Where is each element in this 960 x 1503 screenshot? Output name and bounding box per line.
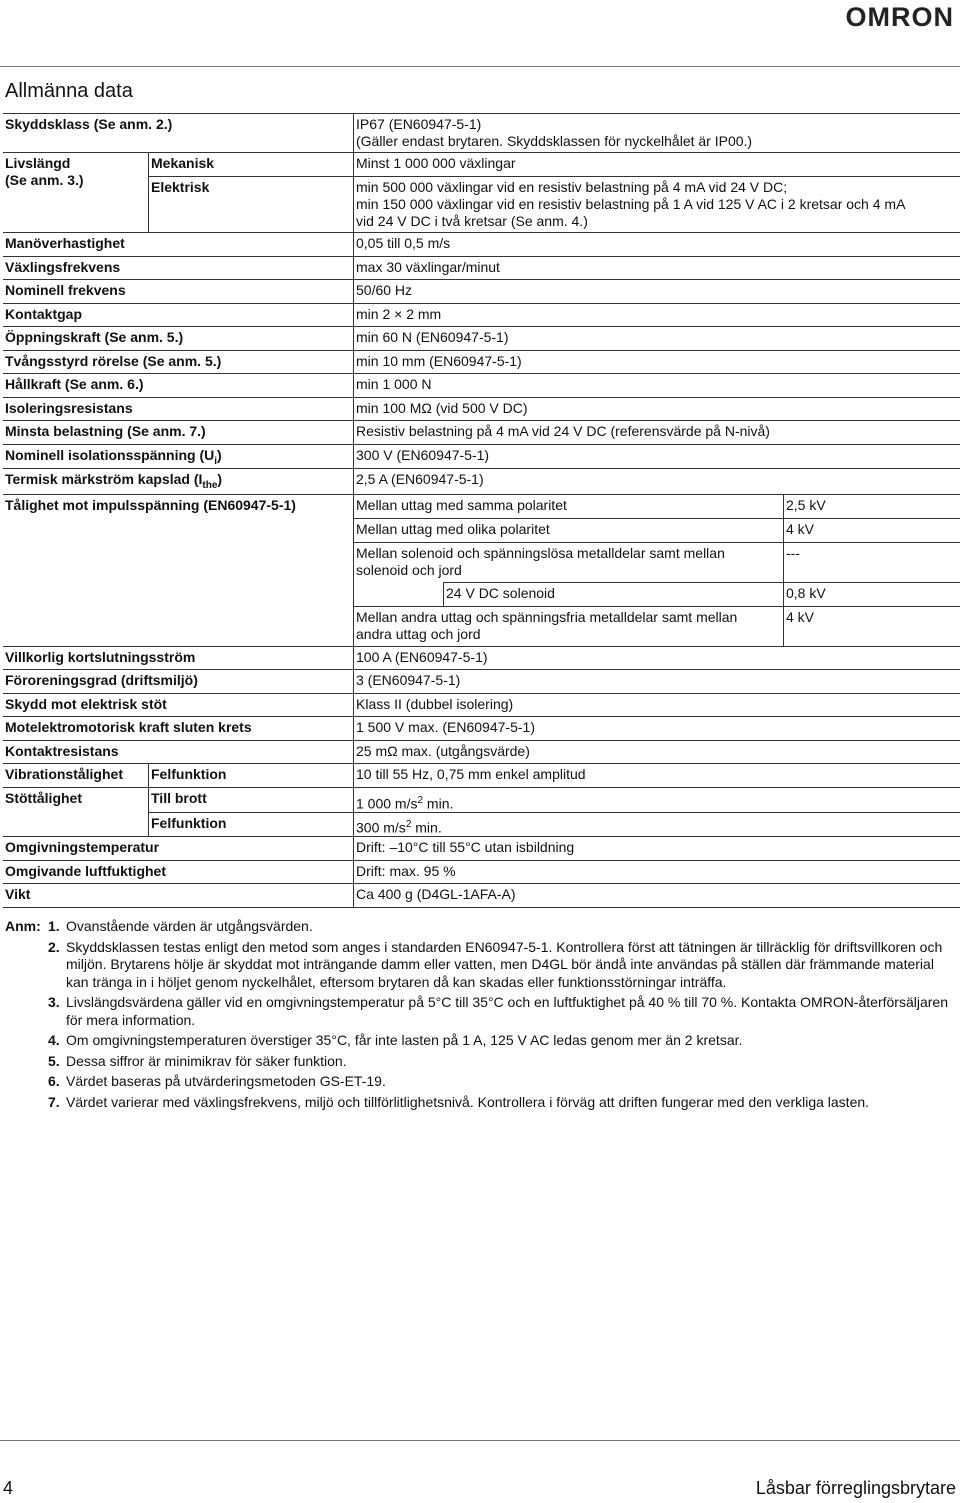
value-tvangsstyrd: min 10 mm (EN60947-5-1) [356,353,522,369]
value-kontaktres: 25 mΩ max. (utgångsvärde) [356,743,530,759]
label-manover: Manöverhastighet [5,235,125,251]
value-termisk: 2,5 A (EN60947-5-1) [356,471,484,487]
notes [5,918,960,1114]
row-oppningskraft [3,326,960,350]
kv-impuls-r2: 4 kV [786,521,815,537]
note-6: 6. Värdet baseras på utvärderingsmetoden GS-ET-19. [48,1073,386,1089]
sublabel-elektrisk: Elektrisk [151,179,210,195]
value-impuls-r2: Mellan uttag med olika polaritet [356,521,550,537]
note-5: 5. Dessa siffror är minimikrav för säker funktion. [48,1052,347,1069]
label-vaxling: Växlingsfrekvens [5,259,121,275]
omron-logo: OMRON [845,2,954,32]
header-divider [0,66,960,67]
row-nominell-frekvens [3,279,960,303]
value-motelektro: 1 500 V max. (EN60947-5-1) [356,719,535,735]
note-1: Anm: 1. Ovanstående värden är utgångsvärden. [5,918,313,934]
value-impuls-r3b: 24 V DC solenoid [446,585,555,601]
note-3: 3. Livslängdsvärdena gäller vid en omgivningstemperatur på 5°C till 35°C och en luftfuktighet på 40 % till 70 %. Kontakta OMRON-återförsäljaren för mera information. [48,994,948,1028]
kv-impuls-r4: 4 kV [786,609,815,625]
label-kortslutning: Villkorlig kortslutningsström [5,649,196,665]
label-nominell-frekvens: Nominell frekvens [5,282,126,298]
row-kontaktres [3,740,960,763]
label-livslangd: Livslängd (Se anm. 3.) [5,155,84,188]
label-isolationsspanning: Nominell isolationsspänning $(U_i)$ [5,447,222,467]
note-7: 7. Värdet varierar med växlingsfrekvens, miljö och tillförlitlighetsnivå. Kontrollera i förväg att driften fungerar med den verkliga lasten. [48,1093,870,1110]
sublabel-vibration: Felfunktion [151,766,227,782]
value-impuls-r4: Mellan andra uttag och spänningsfria metalldelar samt mellan andra uttag och jord [356,609,738,642]
sublabel-felfunktion: Felfunktion [151,815,227,831]
row-hallkraft [3,373,960,397]
document-title: Låsbar förreglingsbrytare [755,1478,956,1498]
label-isolering: Isoleringsresistans [5,400,133,416]
label-vikt: Vikt [5,886,31,902]
row-motelektro [3,716,960,740]
label-hallkraft: Hållkraft (Se anm. 6.) [5,376,144,392]
value-till-brott: 1 000 $m/s^2$ min. [356,795,454,812]
value-manover: 0,05 till 0,5 m/s [356,235,451,251]
value-skydd: Klass II (dubbel isolering) [356,696,514,712]
value-fororening: 3 (EN60947-5-1) [356,672,461,688]
note-4: 4. Om omgivningstemperaturen överstiger 35°C, får inte lasten på 1 A, 125 V AC ledas genom mer än 2 kretsar. [48,1032,743,1048]
value-skyddsklass: IP67 (EN60947-5-1) (Gäller endast brytaren. Skyddsklassen för nyckelhålet är IP00.) [356,116,753,149]
footer-divider [0,1440,960,1441]
label-kontaktres: Kontaktresistans [5,743,119,759]
row-omgtemp [3,836,960,860]
page-number: 4 [3,1478,14,1498]
label-skydd: Skydd mot elektrisk stöt [5,696,167,712]
row-termisk [3,468,960,494]
value-impuls-r1: Mellan uttag med samma polaritet [356,497,567,513]
value-oppningskraft: min 60 N (EN60947-5-1) [356,329,509,345]
sublabel-till-brott: Till brott [151,790,207,806]
row-skyddsklass [3,113,960,152]
label-motelektro: Motelektromotorisk kraft sluten krets [5,719,252,735]
kv-impuls-r3b: 0,8 kV [786,585,826,601]
row-livslangd [3,152,960,232]
spec-table [3,113,960,908]
value-luftfukt: Drift: max. 95 % [356,863,456,879]
value-vibration: 10 till 55 Hz, 0,75 mm enkel amplitud [356,766,586,782]
section-title: Allmänna data [5,80,133,102]
label-tvangsstyrd: Tvångsstyrd rörelse (Se anm. 5.) [5,353,222,369]
value-kontaktgap: min 2 × 2 mm [356,306,442,322]
row-luftfukt [3,860,960,883]
row-manover [3,232,960,256]
value-minsta: Resistiv belastning på 4 mA vid 24 V DC (referensvärde på N-nivå) [356,423,770,439]
value-hallkraft: min 1 000 N [356,376,432,392]
label-skyddsklass: Skyddsklass (Se anm. 2.) [5,116,173,132]
value-omgtemp: Drift: –10°C till 55°C utan isbildning [356,839,575,855]
value-vaxling: max 30 växlingar/minut [356,259,500,275]
row-skydd [3,693,960,716]
row-impuls [3,494,960,646]
row-kortslutning [3,646,960,669]
note-2: 2. Skyddsklassen testas enligt den metod som anges i standarden EN60947-5-1. Kontrollera först att tätningen är tillräcklig för driftsvillkoren och miljön. Brytarens hölje är skyddat mot inträngande damm eller vatten, men D4GL bör ändå inte användas på ställen där främmande material kan tränga in i höljet genom nyckelhålet, eftersom brytaren då kan skadas eller funktionsstörningar inträffa. [48,938,943,990]
label-fororening: Föroreningsgrad (driftsmiljö) [5,672,198,688]
row-stot [3,787,960,836]
row-minsta [3,420,960,444]
row-vikt [3,883,960,908]
label-kontaktgap: Kontaktgap [5,306,82,322]
label-vibration: Vibrationstålighet [5,766,123,782]
label-termisk: Termisk märkström kapslad $(I_{the})$ [5,471,223,491]
kv-impuls-r1: 2,5 kV [786,497,826,513]
row-vaxling [3,256,960,279]
label-oppningskraft: Öppningskraft (Se anm. 5.) [5,329,184,345]
label-minsta: Minsta belastning (Se anm. 7.) [5,423,206,439]
value-felfunktion: 300 $m/s^2$ min. [356,819,442,836]
label-impuls: Tålighet mot impulsspänning (EN60947-5-1) [5,497,296,513]
row-tvangsstyrd [3,350,960,373]
value-vikt: Ca 400 g (D4GL-1AFA-A) [356,886,516,902]
value-isolationsspanning: 300 V (EN60947-5-1) [356,447,490,463]
value-nominell-frekvens: 50/60 Hz [356,282,413,298]
label-omgtemp: Omgivningstemperatur [5,839,160,855]
kv-impuls-r3: --- [786,545,800,561]
row-fororening [3,669,960,693]
label-stot: Stöttålighet [5,790,82,806]
label-luftfukt: Omgivande luftfuktighet [5,863,166,879]
value-isolering: min 100 MΩ (vid 500 V DC) [356,400,528,416]
row-isolering [3,397,960,420]
value-elektrisk: min 500 000 växlingar vid en resistiv belastning på 4 mA vid 24 V DC; min 150 000 växlingar vid en resistiv belastning på 1 A vid 125 V AC i 2 kretsar och 4 mA vid 24 V DC i två kretsar (Se anm. 4.) [356,179,906,229]
row-kontaktgap [3,303,960,326]
value-impuls-r3: Mellan solenoid och spänningslösa metalldelar samt mellan solenoid och jord [356,545,725,578]
value-mekanisk: Minst 1 000 000 växlingar [356,155,516,171]
sublabel-mekanisk: Mekanisk [151,155,215,171]
row-isolationsspanning [3,444,960,468]
row-vibration [3,763,960,787]
value-kortslutning: 100 A (EN60947-5-1) [356,649,488,665]
